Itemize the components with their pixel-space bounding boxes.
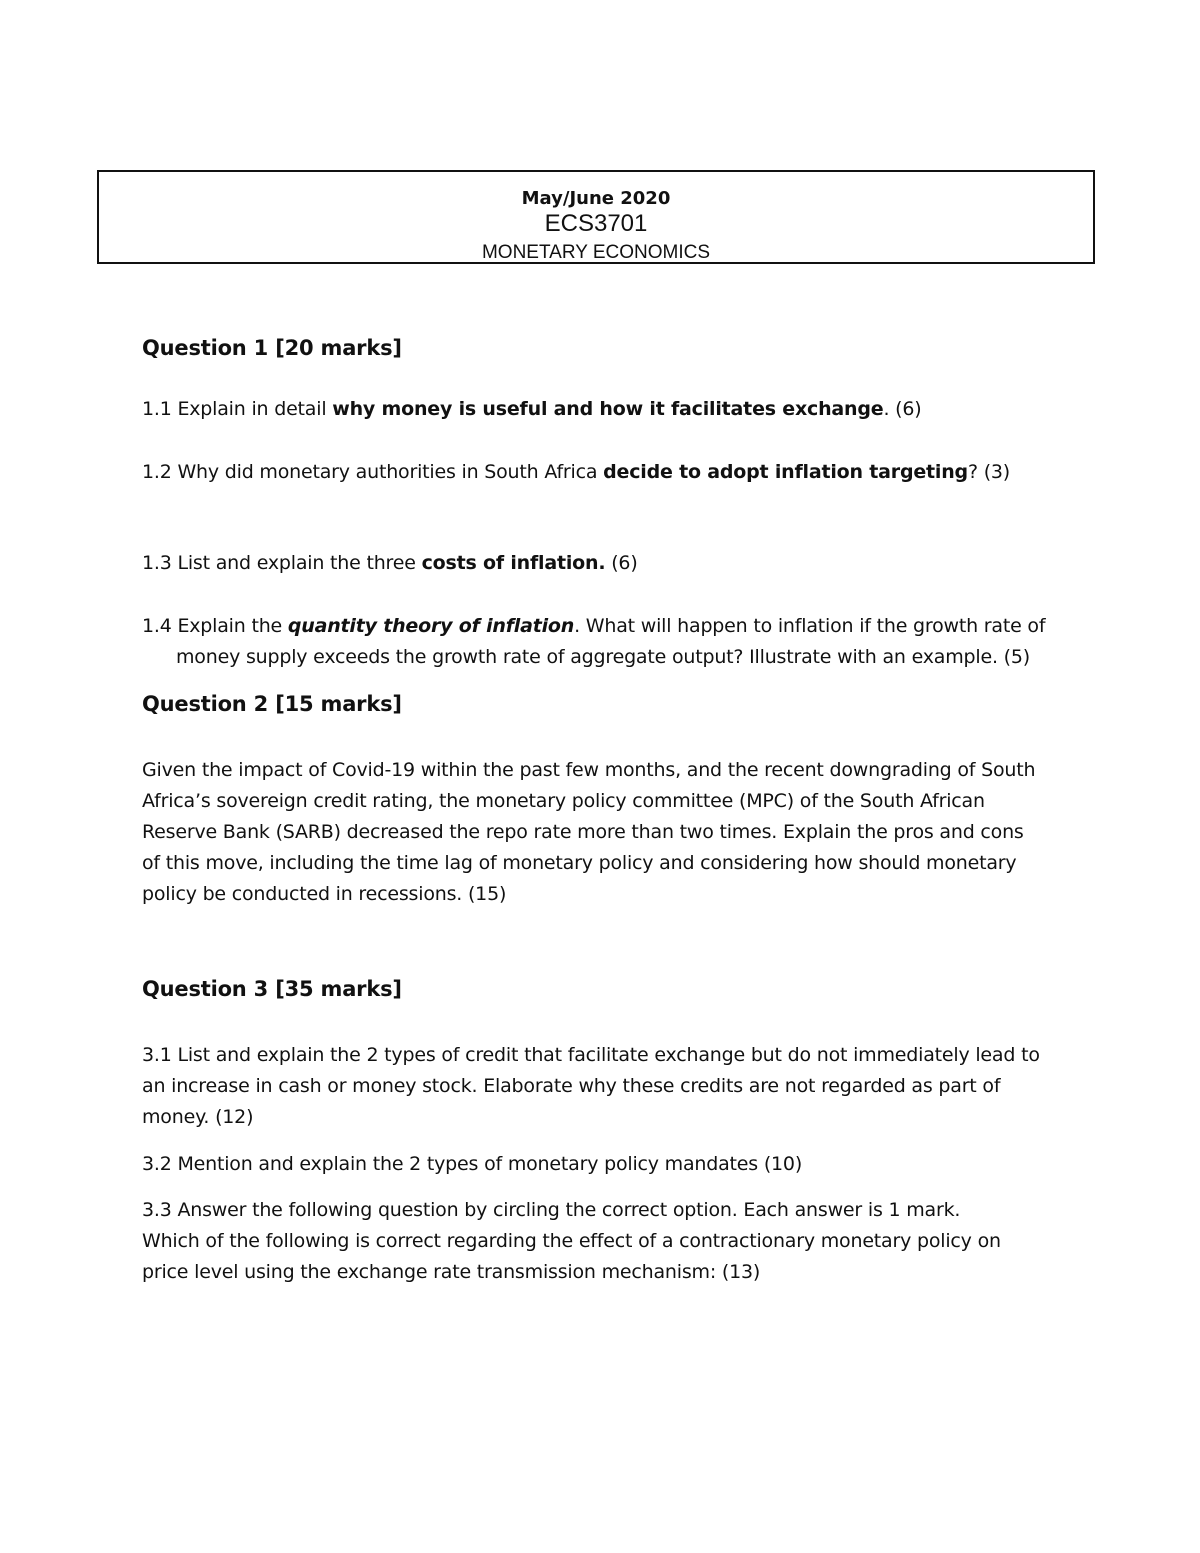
question-3-1 bbox=[142, 1040, 1040, 1133]
question-2-heading: Question 2 [15 marks] bbox=[142, 692, 402, 716]
question-3-1-line-2: an increase in cash or money stock. Elaborate why these credits are not regarded as part of bbox=[142, 1075, 1001, 1097]
question-1-4-line-2: money supply exceeds the growth rate of aggregate output? Illustrate with an example. (5) bbox=[176, 646, 1030, 668]
question-3-3-line-2: Which of the following is correct regarding the effect of a contractionary monetary policy on bbox=[142, 1230, 1001, 1252]
question-1-3-suffix: (6) bbox=[605, 552, 638, 574]
question-1-1 bbox=[142, 394, 921, 425]
course-code: ECS3701 bbox=[544, 210, 648, 237]
question-3-3 bbox=[142, 1195, 1001, 1288]
question-3-3-line-3: price level using the exchange rate transmission mechanism: (13) bbox=[142, 1261, 761, 1283]
question-1-4-emphasis: quantity theory of inflation bbox=[287, 615, 575, 637]
question-1-3-prefix: 1.3 List and explain the three bbox=[142, 552, 422, 574]
question-3-1-line-3: money. (12) bbox=[142, 1106, 254, 1128]
question-2-line-5: policy be conducted in recessions. (15) bbox=[142, 883, 507, 905]
question-3-1-line-1: 3.1 List and explain the 2 types of credit that facilitate exchange but do not immediately lead to bbox=[142, 1044, 1040, 1066]
question-1-3 bbox=[142, 548, 638, 579]
question-2-line-1: Given the impact of Covid-19 within the past few months, and the recent downgrading of South bbox=[142, 759, 1036, 781]
question-1-2-suffix: ? (3) bbox=[967, 461, 1011, 483]
exam-date: May/June 2020 bbox=[521, 188, 671, 209]
question-1-2 bbox=[142, 457, 1010, 488]
question-1-1-prefix: 1.1 Explain in detail bbox=[142, 398, 333, 420]
question-1-4-prefix: 1.4 Explain the bbox=[142, 615, 288, 637]
question-1-1-emphasis: why money is useful and how it facilitates exchange bbox=[332, 398, 884, 420]
question-1-4 bbox=[142, 611, 1045, 673]
question-2-line-2: Africa’s sovereign credit rating, the monetary policy committee (MPC) of the South African bbox=[142, 790, 985, 812]
question-1-1-suffix: . (6) bbox=[883, 398, 922, 420]
question-3-3-line-1: 3.3 Answer the following question by circling the correct option. Each answer is 1 mark. bbox=[142, 1199, 961, 1221]
question-1-2-emphasis: decide to adopt inflation targeting bbox=[603, 461, 968, 483]
question-2-line-3: Reserve Bank (SARB) decreased the repo rate more than two times. Explain the pros and cons bbox=[142, 821, 1024, 843]
question-2-line-4: of this move, including the time lag of monetary policy and considering how should monetary bbox=[142, 852, 1017, 874]
question-3-2: 3.2 Mention and explain the 2 types of monetary policy mandates (10) bbox=[142, 1153, 803, 1175]
question-1-3-emphasis: costs of inflation. bbox=[421, 552, 606, 574]
question-1-2-prefix: 1.2 Why did monetary authorities in South Africa bbox=[142, 461, 604, 483]
question-1-4-suffix: . What will happen to inflation if the growth rate of bbox=[574, 615, 1046, 637]
question-3-heading: Question 3 [35 marks] bbox=[142, 977, 402, 1001]
exam-header-box bbox=[97, 170, 1095, 264]
question-1-heading: Question 1 [20 marks] bbox=[142, 336, 402, 360]
question-2-body bbox=[142, 755, 1035, 910]
course-title: MONETARY ECONOMICS bbox=[481, 242, 711, 263]
question-1-4-line-1 bbox=[142, 611, 1045, 642]
